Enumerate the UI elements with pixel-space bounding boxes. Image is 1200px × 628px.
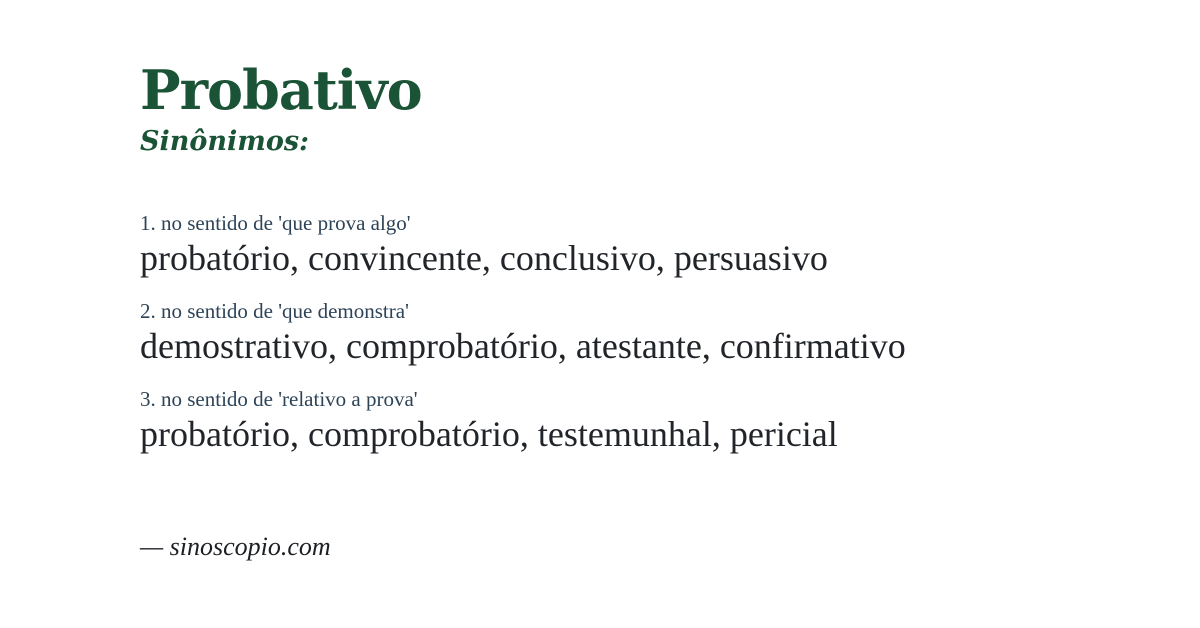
sense-context-label: 3. no sentido de 'relativo a prova' [140,387,418,411]
sense-item [140,386,1100,454]
sense-context-label: 1. no sentido de 'que prova algo' [140,211,411,235]
word-title: Probativo [140,58,422,122]
sense-synonyms: probatório, convincente, conclusivo, persuasivo [140,238,828,278]
sense-synonyms: probatório, comprobatório, testemunhal, pericial [140,414,838,454]
sense-list [140,210,1100,454]
attribution: — sinoscopio.com [140,532,331,561]
sense-item [140,298,1100,366]
sense-context-label: 2. no sentido de 'que demonstra' [140,299,409,323]
sense-item [140,210,1100,278]
synonyms-heading: Sinônimos: [140,126,310,157]
sense-synonyms: demostrativo, comprobatório, atestante, confirmativo [140,326,906,366]
